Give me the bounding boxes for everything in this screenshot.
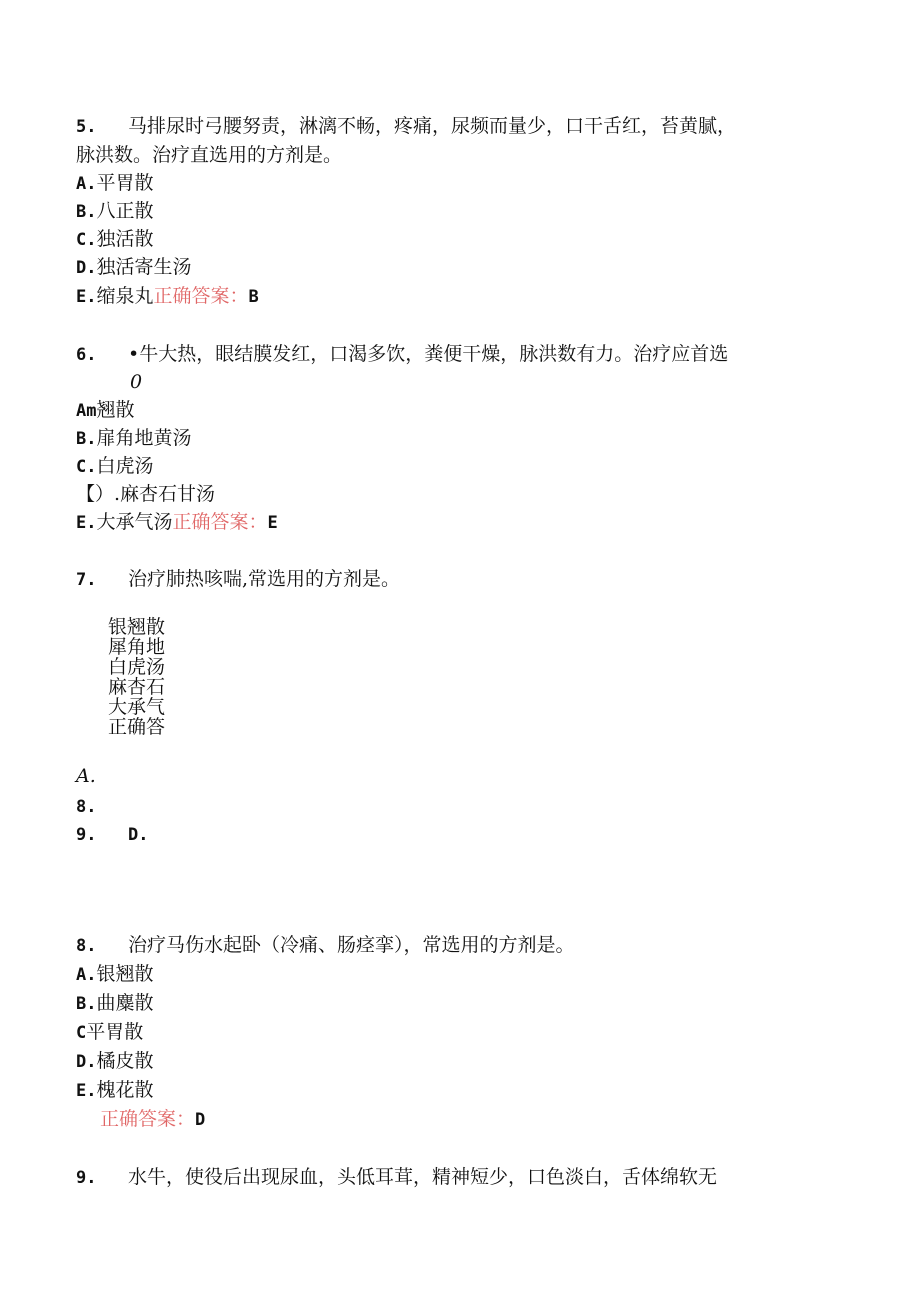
q8-option-d: D.橘皮散 bbox=[76, 1050, 154, 1072]
q5-stem-line2: 脉洪数。治疗直选用的方剂是。 bbox=[76, 144, 343, 166]
q5-stem-line1: 马排尿时弓腰努责，淋漓不畅，疼痛，尿频而量少，口干舌红，苔黄腻， bbox=[128, 115, 737, 137]
q7-stray-8: 8. bbox=[76, 797, 97, 817]
q6-stem bbox=[76, 340, 728, 369]
q7-stem-line1: 治疗肺热咳喘,常选用的方剂是。 bbox=[128, 568, 401, 590]
q5-number: 5. bbox=[76, 117, 97, 137]
q6-option-c: C.白虎汤 bbox=[76, 455, 154, 477]
q7-option-column bbox=[108, 617, 165, 737]
q5-option-d: D.独活寄生汤 bbox=[76, 256, 192, 278]
q6-number: 6. bbox=[76, 345, 97, 365]
q8-option-a: A.银翘散 bbox=[76, 963, 154, 985]
q8-answer-label: 正确答案： bbox=[100, 1108, 196, 1130]
q8-option-e: E.槐花散 bbox=[76, 1079, 154, 1101]
q8-stem-line1: 治疗马伤水起卧（冷痛、肠痉挛），常选用的方剂是。 bbox=[128, 934, 575, 956]
q8-option-c: C平胃散 bbox=[76, 1021, 144, 1043]
q6-stem-line2: 0 bbox=[130, 371, 143, 393]
q8-answer-line bbox=[100, 1105, 205, 1134]
q6-answer-label: 正确答案： bbox=[172, 511, 268, 533]
q8-answer: D bbox=[195, 1110, 206, 1130]
q7-column-item: 银翘散 bbox=[108, 616, 166, 638]
q5-option-b: B.八正散 bbox=[76, 200, 154, 222]
q5-stem bbox=[76, 112, 736, 141]
q6-answer: E bbox=[267, 513, 278, 533]
q9-stem bbox=[76, 1163, 717, 1192]
q7-number: 7. bbox=[76, 570, 97, 590]
q6-option-d: 【）.麻杏石甘汤 bbox=[76, 483, 216, 505]
q7-column-item: 正确答 bbox=[108, 716, 166, 738]
q7-column-item: 白虎汤 bbox=[108, 656, 166, 678]
q6-stem-line1: •牛大热，眼结膜发红，口渴多饮，粪便干燥，脉洪数有力。治疗应首选 bbox=[128, 343, 729, 365]
q5-option-e: E.缩泉丸正确答案：B bbox=[76, 285, 259, 307]
q8-stem bbox=[76, 931, 575, 960]
q5-option-c: C.独活散 bbox=[76, 228, 154, 250]
q7-column-item: 犀角地 bbox=[108, 636, 166, 658]
q6-option-a: Am翘散 bbox=[76, 399, 135, 421]
q6-option-e: E.大承气汤正确答案：E bbox=[76, 511, 278, 533]
q8-number: 8. bbox=[76, 936, 97, 956]
q5-option-a: A.平胃散 bbox=[76, 172, 154, 194]
q7-stray-9: 9. D. bbox=[76, 825, 149, 845]
q6-option-b: B.扉角地黄汤 bbox=[76, 427, 192, 449]
q5-answer: B bbox=[248, 287, 259, 307]
q7-column-item: 大承气 bbox=[108, 696, 166, 718]
q5-answer-label: 正确答案： bbox=[153, 285, 249, 307]
q7-stem bbox=[76, 565, 400, 594]
q8-option-b: B.曲麋散 bbox=[76, 992, 154, 1014]
q7-stray-a: A. bbox=[76, 765, 96, 787]
q9-stem-line1: 水牛，使役后出现尿血，头低耳茸，精神短少，口色淡白，舌体绵软无 bbox=[128, 1166, 718, 1188]
q7-column-item: 麻杏石 bbox=[108, 676, 166, 698]
q9-number: 9. bbox=[76, 1168, 97, 1188]
